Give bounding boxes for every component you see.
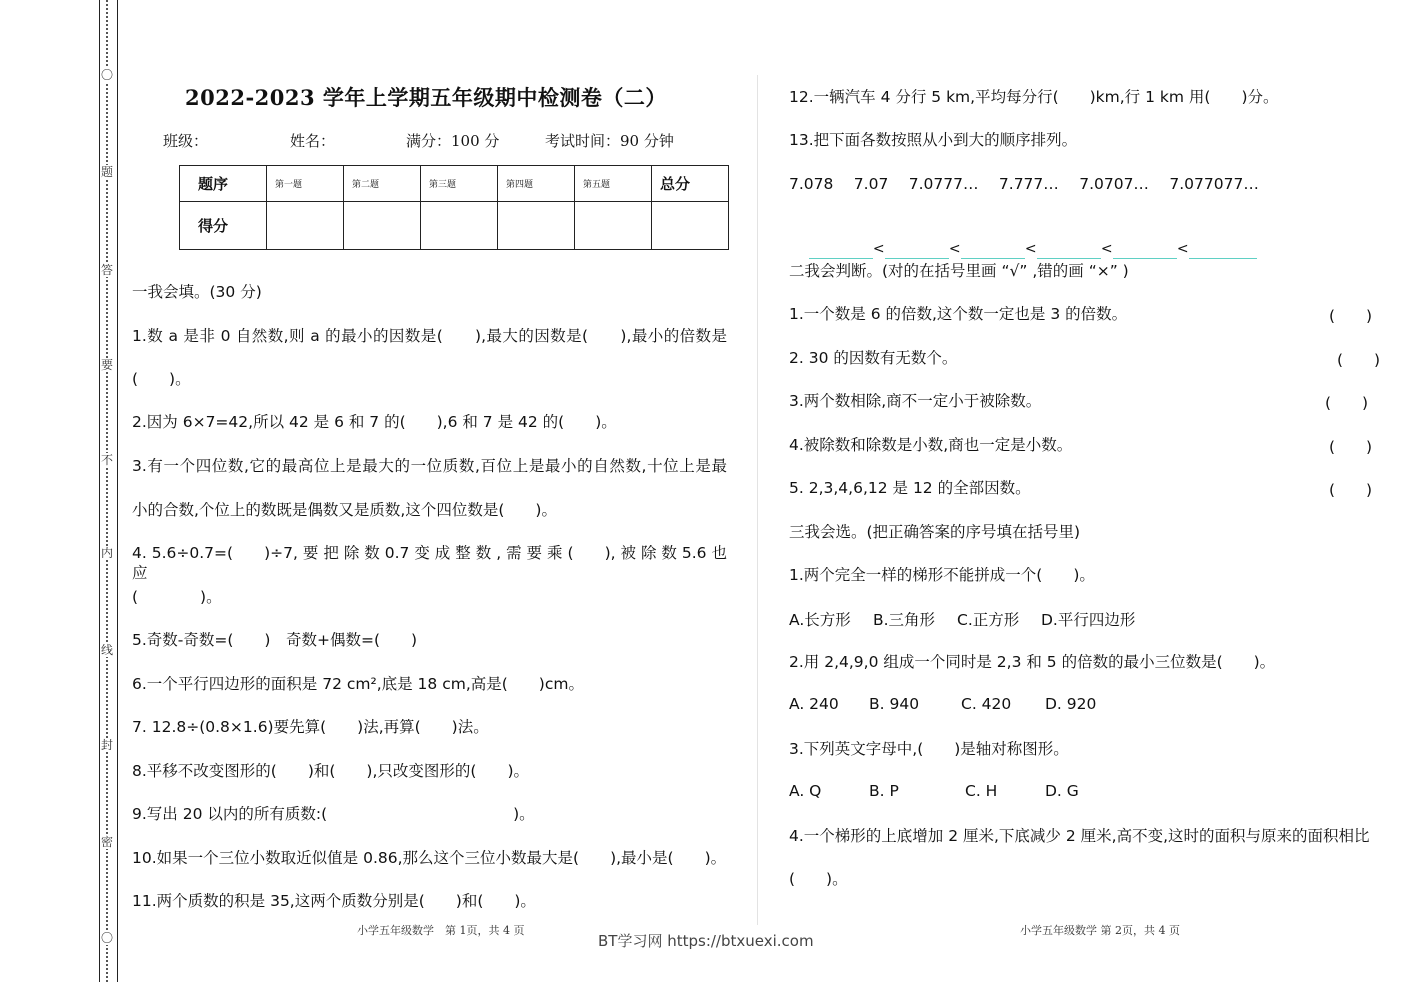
section-heading: 三我会选。(把正确答案的序号填在括号里)	[789, 523, 1081, 541]
choice-option: A. 240	[789, 695, 839, 713]
less-than: <	[1176, 241, 1189, 257]
watermark: BT学习网 https://btxuexi.com	[598, 932, 814, 950]
row-label: 得分	[180, 202, 267, 250]
answer-blank[interactable]	[809, 240, 873, 259]
margin-char: 〇	[100, 68, 113, 82]
question-line: 13.把下面各数按照从小到大的顺序排列。	[789, 131, 1078, 149]
number-list: 7.078 7.07 7.0777… 7.777… 7.0707… 7.077077…	[789, 175, 1259, 193]
question-line: 1.数 a 是非 0 自然数,则 a 的最小的因数是( ),最大的因数是( ),最小的倍数是	[132, 327, 727, 345]
judge-question: 4.被除数和除数是小数,商也一定是小数。	[789, 436, 1073, 454]
section-heading: 一我会填。(30 分)	[132, 283, 262, 301]
choice-question: 2.用 2,4,9,0 组成一个同时是 2,3 和 5 的倍数的最小三位数是( )。	[789, 653, 1276, 671]
choice-question: ( )。	[789, 870, 848, 888]
less-than: <	[872, 241, 885, 257]
question-line: 4. 5.6÷0.7=( )÷7, 要 把 除 数 0.7 变 成 整 数 , 需 要 乘 ( ), 被 除 数 5.6 也 应	[132, 544, 727, 582]
score-cell[interactable]	[575, 202, 652, 250]
table-header: 第二题	[344, 166, 421, 202]
score-table	[179, 165, 729, 250]
question-line: 11.两个质数的积是 35,这两个质数分别是( )和( )。	[132, 892, 536, 910]
column-divider	[757, 75, 758, 925]
choice-option: A. Q	[789, 782, 822, 800]
less-than: <	[1024, 241, 1037, 257]
binding-line-inner	[117, 0, 118, 982]
question-line: 3.有一个四位数,它的最高位上是最大的一位质数,百位上是最小的自然数,十位上是最	[132, 457, 727, 475]
choice-question: 1.两个完全一样的梯形不能拼成一个( )。	[789, 566, 1095, 584]
question-line: 7. 12.8÷(0.8×1.6)要先算( )法,再算( )法。	[132, 718, 489, 736]
exam-title: 2022-2023 学年上学期五年级期中检测卷（二）	[185, 85, 667, 110]
score-cell[interactable]	[267, 202, 344, 250]
question-line: 9.写出 20 以内的所有质数:( )。	[132, 805, 535, 823]
question-line: ( )。	[132, 370, 191, 388]
margin-char: 答	[100, 263, 113, 277]
answer-parens[interactable]: ( )	[1325, 394, 1369, 412]
margin-char: 封	[100, 738, 113, 752]
score-cell[interactable]	[498, 202, 575, 250]
judge-question: 1.一个数是 6 的倍数,这个数一定也是 3 的倍数。	[789, 305, 1128, 323]
table-header: 第四题	[498, 166, 575, 202]
choice-option: D. 920	[1045, 695, 1097, 713]
exam-time: 考试时间：90 分钟	[545, 132, 674, 150]
question-line: 小的合数,个位上的数既是偶数又是质数,这个四位数是( )。	[132, 501, 557, 519]
margin-char: 要	[100, 358, 113, 372]
table-header: 题序	[180, 166, 267, 202]
score-cell[interactable]	[344, 202, 421, 250]
margin-char: 线	[100, 643, 113, 657]
answer-parens[interactable]: ( )	[1329, 438, 1373, 456]
choice-option: A.长方形	[789, 611, 851, 629]
section-heading: 二我会判断。(对的在括号里画 “√” ,错的画 “×” )	[789, 262, 1129, 280]
margin-char: 题	[100, 165, 113, 179]
score-cell[interactable]	[652, 202, 729, 250]
margin-char: 密	[100, 835, 113, 849]
question-line: 6.一个平行四边形的面积是 72 cm²,底是 18 cm,高是( )cm。	[132, 675, 584, 693]
question-line: 8.平移不改变图形的( )和( ),只改变图形的( )。	[132, 762, 529, 780]
table-row	[180, 166, 729, 202]
answer-blank[interactable]	[885, 240, 949, 259]
table-header: 第五题	[575, 166, 652, 202]
full-score: 满分：100 分	[406, 132, 500, 150]
answer-blank[interactable]	[1037, 240, 1101, 259]
table-row	[180, 202, 729, 250]
answer-parens[interactable]: ( )	[1337, 351, 1381, 369]
less-than: <	[948, 241, 961, 257]
less-than: <	[1100, 241, 1113, 257]
margin-char: 内	[100, 546, 113, 560]
name-label: 姓名：	[290, 132, 336, 150]
margin-char: 〇	[100, 931, 113, 945]
table-header: 总分	[652, 166, 729, 202]
choice-option: D. G	[1045, 782, 1079, 800]
table-header: 第三题	[421, 166, 498, 202]
question-line: 10.如果一个三位小数取近似值是 0.86,那么这个三位小数最大是( ),最小是( )。	[132, 849, 727, 867]
judge-question: 2. 30 的因数有无数个。	[789, 349, 958, 367]
question-line: 2.因为 6×7=42,所以 42 是 6 和 7 的( ),6 和 7 是 42 的( )。	[132, 413, 617, 431]
judge-question: 5. 2,3,4,6,12 是 12 的全部因数。	[789, 479, 1031, 497]
answer-blank[interactable]	[961, 240, 1025, 259]
page-footer-left: 小学五年级数学 第 1页，共 4 页	[357, 924, 525, 937]
choice-option: C.正方形	[957, 611, 1020, 629]
answer-parens[interactable]: ( )	[1329, 307, 1373, 325]
answer-blank[interactable]	[1189, 240, 1257, 259]
question-line: 5.奇数-奇数=( ) 奇数+偶数=( )	[132, 631, 418, 649]
table-header: 第一题	[267, 166, 344, 202]
question-line: 12.一辆汽车 4 分行 5 km,平均每分行( )km,行 1 km 用( )分。	[789, 88, 1279, 106]
choice-question: 4.一个梯形的上底增加 2 厘米,下底减少 2 厘米,高不变,这时的面积与原来的面积相比	[789, 827, 1370, 845]
class-label: 班级：	[163, 132, 209, 150]
page-footer-right: 小学五年级数学 第 2页，共 4 页	[1020, 924, 1180, 937]
choice-option: C. 420	[961, 695, 1012, 713]
answer-parens[interactable]: ( )	[1329, 481, 1373, 499]
choice-option: B. P	[869, 782, 899, 800]
judge-question: 3.两个数相除,商不一定小于被除数。	[789, 392, 1042, 410]
choice-question: 3.下列英文字母中,( )是轴对称图形。	[789, 740, 1069, 758]
choice-option: B. 940	[869, 695, 920, 713]
choice-option: B.三角形	[873, 611, 936, 629]
answer-blank[interactable]	[1113, 240, 1177, 259]
choice-option: C. H	[965, 782, 998, 800]
question-line: ( )。	[132, 588, 222, 606]
score-cell[interactable]	[421, 202, 498, 250]
margin-char: 不	[100, 453, 113, 467]
choice-option: D.平行四边形	[1041, 611, 1136, 629]
